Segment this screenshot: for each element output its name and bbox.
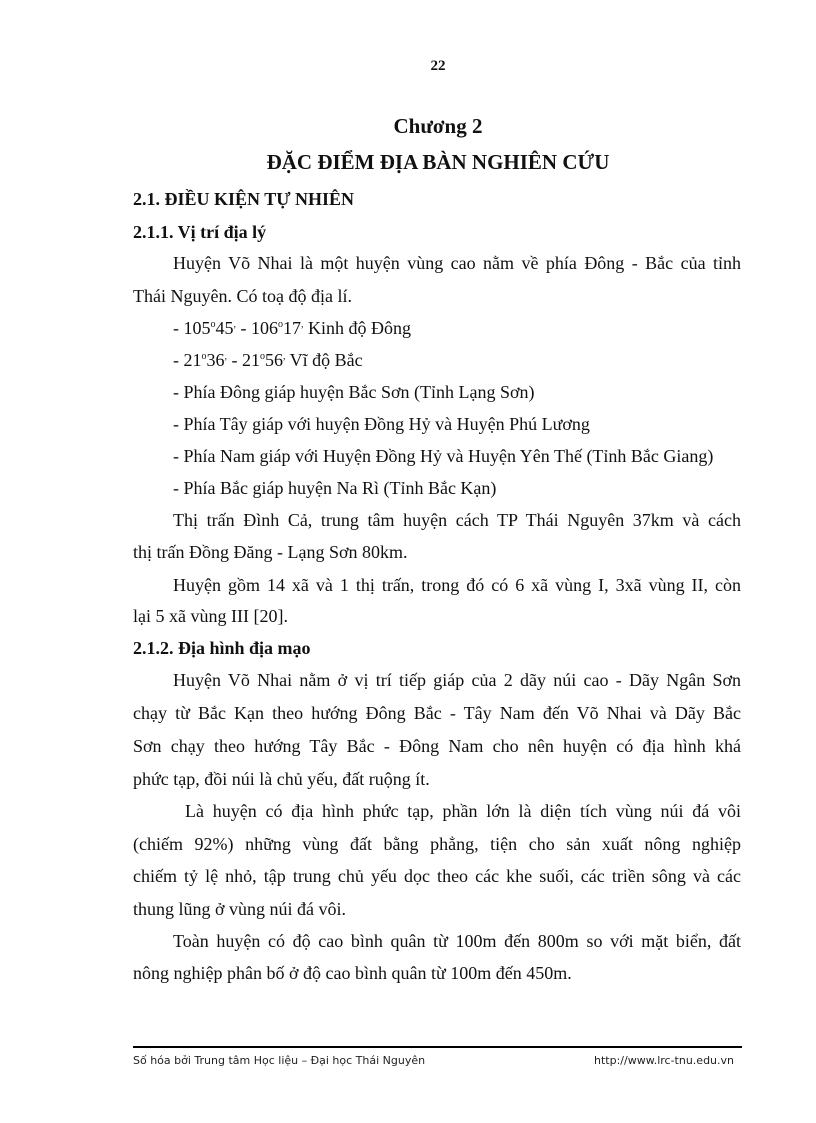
terrain-para2-line4: thung lũng ở vùng núi đá vôi. xyxy=(133,899,347,919)
border-north: - Phía Bắc giáp huyện Na Rì (Tỉnh Bắc Kạn) xyxy=(173,478,497,498)
terrain-para1-line2: chạy từ Bắc Kạn theo hướng Đông Bắc - Tây Nam đến Võ Nhai và Dãy Bắc xyxy=(133,703,741,723)
footer-url[interactable]: http://www.lrc-tnu.edu.vn xyxy=(594,1054,734,1067)
section-heading-2-1-1: 2.1.1. Vị trí địa lý xyxy=(133,222,267,242)
terrain-para1-line3: Sơn chạy theo hướng Tây Bắc - Đông Nam cho nên huyện có địa hình khá xyxy=(133,736,741,756)
chapter-number: Chương 2 xyxy=(393,114,483,138)
admin-line-1: Huyện gồm 14 xã và 1 thị trấn, trong đó có 6 xã vùng I, 3xã vùng II, còn xyxy=(173,575,741,595)
longitude-line xyxy=(173,318,411,339)
section-heading-2-1: 2.1. ĐIỀU KIỆN TỰ NHIÊN xyxy=(133,189,355,209)
border-south: - Phía Nam giáp với Huyện Đồng Hỷ và Huyện Yên Thế (Tỉnh Bắc Giang) xyxy=(173,446,714,466)
longitude-label: Kinh độ Đông xyxy=(303,318,411,338)
footer-rule xyxy=(133,1046,742,1048)
latitude-minutes: 56 xyxy=(265,350,283,370)
intro-line-1: Huyện Võ Nhai là một huyện vùng cao nằm về phía Đông - Bắc của tỉnh xyxy=(173,253,741,273)
longitude-minutes: 17 xyxy=(283,318,301,338)
town-line-1: Thị trấn Đình Cả, trung tâm huyện cách TP Thái Nguyên 37km và cách xyxy=(173,510,741,530)
minute-mark: , xyxy=(224,351,227,362)
terrain-para2-line2: (chiếm 92%) những vùng đất bằng phẳng, tiện cho sản xuất nông nghiệp xyxy=(133,834,741,854)
minute-mark: , xyxy=(283,351,286,362)
intro-line-2: Thái Nguyên. Có toạ độ địa lí. xyxy=(133,286,352,306)
footer-credit: Số hóa bởi Trung tâm Học liệu – Đại học Thái Nguyên xyxy=(133,1054,426,1067)
latitude-separator: - 21 xyxy=(227,350,260,370)
minute-mark: , xyxy=(301,319,304,330)
admin-line-2: lại 5 xã vùng III [20]. xyxy=(133,606,288,626)
latitude-line xyxy=(173,350,363,371)
degree-mark: o xyxy=(278,319,283,330)
section-heading-2-1-2: 2.1.2. Địa hình địa mạo xyxy=(133,638,311,658)
page-number: 22 xyxy=(430,58,446,74)
terrain-para1-line4: phức tạp, đồi núi là chủ yếu, đất ruộng ít. xyxy=(133,769,430,789)
terrain-para2-line3: chiếm tỷ lệ nhỏ, tập trung chủ yếu dọc theo các khe suối, các triền sông và các xyxy=(133,866,741,886)
chapter-title: ĐẶC ĐIỂM ĐỊA BÀN NGHIÊN CỨU xyxy=(266,150,610,174)
longitude-minutes: 45 xyxy=(215,318,234,338)
latitude-prefix: - 21 xyxy=(173,350,202,370)
border-west: - Phía Tây giáp với huyện Đồng Hỷ và Huyện Phú Lương xyxy=(173,414,590,434)
town-line-2: thị trấn Đồng Đăng - Lạng Sơn 80km. xyxy=(133,542,408,562)
latitude-label: Vĩ độ Bắc xyxy=(285,350,363,370)
border-east: - Phía Đông giáp huyện Bắc Sơn (Tỉnh Lạng Sơn) xyxy=(173,382,535,402)
degree-mark: o xyxy=(201,351,207,362)
latitude-minutes: 36 xyxy=(206,350,225,370)
minute-mark: , xyxy=(233,319,236,330)
degree-mark: o xyxy=(260,351,265,362)
terrain-para3-line2: nông nghiệp phân bố ở độ cao bình quân từ 100m đến 450m. xyxy=(133,963,572,983)
longitude-separator: - 106 xyxy=(236,318,278,338)
terrain-para2-line1: Là huyện có địa hình phức tạp, phần lớn là diện tích vùng núi đá vôi xyxy=(185,801,741,821)
terrain-para3-line1: Toàn huyện có độ cao bình quân từ 100m đến 800m so với mặt biển, đất xyxy=(173,931,741,951)
terrain-para1-line1: Huyện Võ Nhai nằm ở vị trí tiếp giáp của 2 dãy núi cao - Dãy Ngân Sơn xyxy=(173,670,741,690)
degree-mark: o xyxy=(210,319,216,330)
longitude-prefix: - 105 xyxy=(173,318,211,338)
